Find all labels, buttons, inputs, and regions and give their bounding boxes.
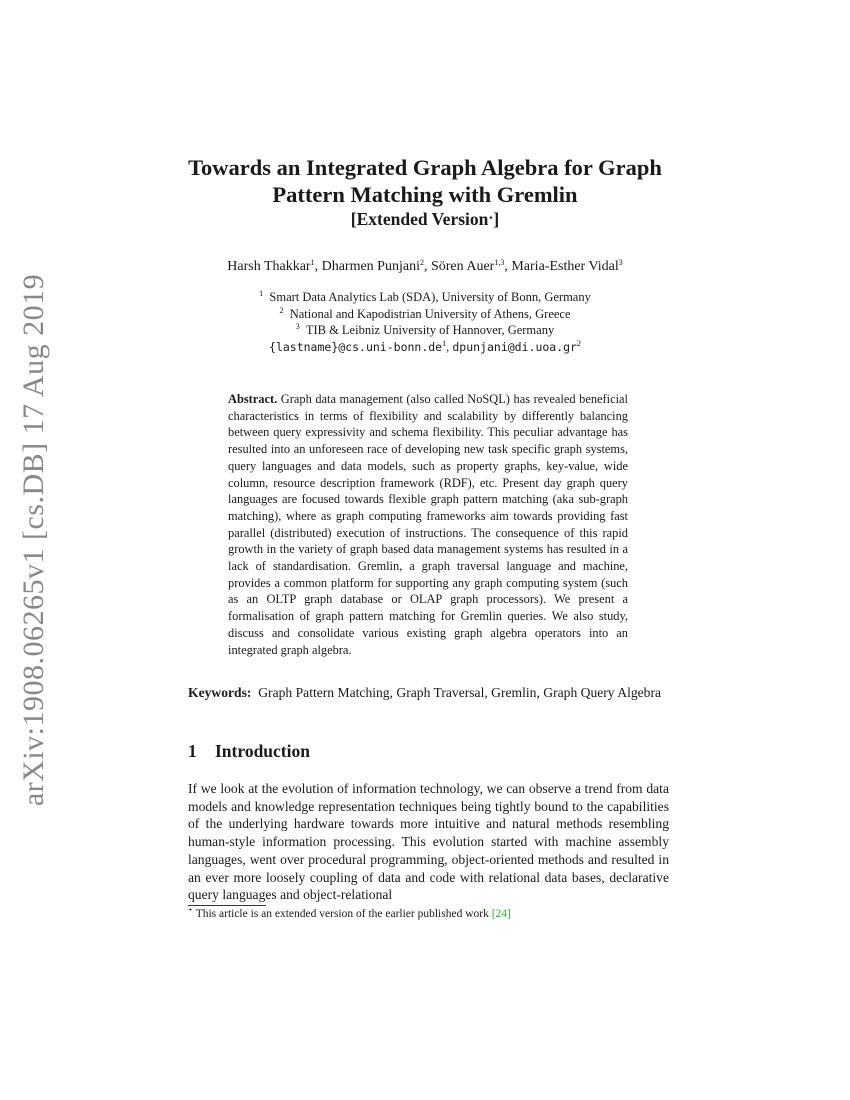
affiliation-mark: 3 (295, 322, 300, 331)
author-affil-mark: 1 (310, 258, 315, 267)
email-line (150, 339, 700, 356)
citation-link[interactable]: [24] (491, 908, 511, 920)
footnote-rule (188, 905, 266, 906)
author-list (150, 259, 700, 275)
author-separator: , (423, 259, 431, 274)
email-address: dpunjani@di.uoa.gr (452, 339, 577, 354)
author-affil-mark: 1,3 (494, 258, 505, 267)
footnote-mark: ⋆ (188, 905, 194, 914)
section-heading (188, 741, 310, 762)
email-affil-mark: 1 (442, 338, 447, 348)
title-line-1: Towards an Integrated Graph Algebra for Graph (188, 155, 662, 180)
abstract-label: Abstract. (228, 392, 278, 406)
author-affil-mark: 3 (618, 258, 623, 267)
email-address: {lastname}@cs.uni-bonn.de (269, 339, 443, 354)
title-line-2: Pattern Matching with Gremlin (272, 182, 578, 207)
arxiv-identifier: arXiv:1908.06265v1 [cs.DB] 17 Aug 2019 (17, 273, 50, 807)
keywords-text: Graph Pattern Matching, Graph Traversal, Gremlin, Graph Query Algebra (258, 685, 662, 700)
abstract (228, 391, 628, 658)
affiliation-mark: 2 (279, 305, 284, 315)
affiliation-text: National and Kapodistrian University of Athens, Greece (289, 306, 571, 321)
author-name: Dharmen Punjani (321, 259, 420, 274)
subtitle-end: ] (493, 209, 500, 229)
author-name: Harsh Thakkar (227, 259, 311, 274)
affiliation-line (150, 322, 700, 339)
author-separator: , (504, 259, 512, 274)
affiliation-mark: 1 (259, 289, 264, 298)
footnote-text: This article is an extended version of the earlier published work (195, 908, 489, 920)
affiliations (150, 289, 700, 355)
author-separator: , (314, 259, 322, 274)
keywords-label: Keywords: (188, 685, 252, 700)
section-number: 1 (188, 741, 197, 761)
affiliation-line (150, 306, 700, 323)
affiliation-text: TIB & Leibniz University of Hannover, Germany (305, 323, 555, 337)
subtitle-text: [Extended Version (350, 209, 489, 229)
email-separator: , (446, 339, 453, 354)
subtitle-footnote-mark: ⋆ (488, 213, 494, 222)
arxiv-sidebar (14, 273, 54, 807)
author (511, 259, 622, 274)
affiliation-line (150, 289, 700, 306)
author-name: Maria-Esther Vidal (511, 259, 619, 274)
keywords (188, 684, 668, 702)
email-affil-mark: 2 (576, 338, 581, 348)
author-affil-mark: 2 (419, 258, 424, 267)
author (431, 259, 511, 274)
author (227, 259, 321, 274)
paper-title (150, 154, 700, 208)
author-name: Sören Auer (430, 259, 495, 274)
footnote (188, 905, 511, 920)
paper-subtitle (150, 209, 700, 230)
author (322, 259, 431, 274)
intro-paragraph: If we look at the evolution of information technology, we can observe a trend from data models and knowledge representation techniques being tightly bound to the capabilities of the underlying hardware towards more intuitive and natural methods resembling human-style information processing. This evolution started with machine assembly languages, went over procedural programming, object-oriented methods and resulted in an ever more loosely coupling of data and code with relational data bases, declarative query languages and object-relational (188, 781, 669, 903)
abstract-text: Graph data management (also called NoSQL) has revealed beneficial characteristics in terms of flexibility and scalability by differently balancing between query expressivity and schema flexibility. This peculiar advantage has resulted into an unforeseen race of developing new task specific graph systems, query languages and data models, such as property graphs, key-value, wide column, resource description framework (RDF), etc. Present day graph query languages are focused towards flexible graph pattern matching (aka sub-graph matching), where as graph computing frameworks aim towards providing fast parallel (distributed) execution of instructions. The consequence of this rapid growth in the variety of graph based data management systems has resulted in a lack of standardisation. Gremlin, a graph traversal language and machine, provides a common platform for supporting any graph computing system (such as an OLTP graph database or OLAP graph processors). We present a formalisation of graph pattern matching for Gremlin queries. We also study, discuss and consolidate various existing graph algebra operators into an integrated graph algebra. (228, 392, 628, 657)
section-title: Introduction (215, 741, 310, 761)
affiliation-text: Smart Data Analytics Lab (SDA), University of Bonn, Germany (269, 290, 591, 304)
